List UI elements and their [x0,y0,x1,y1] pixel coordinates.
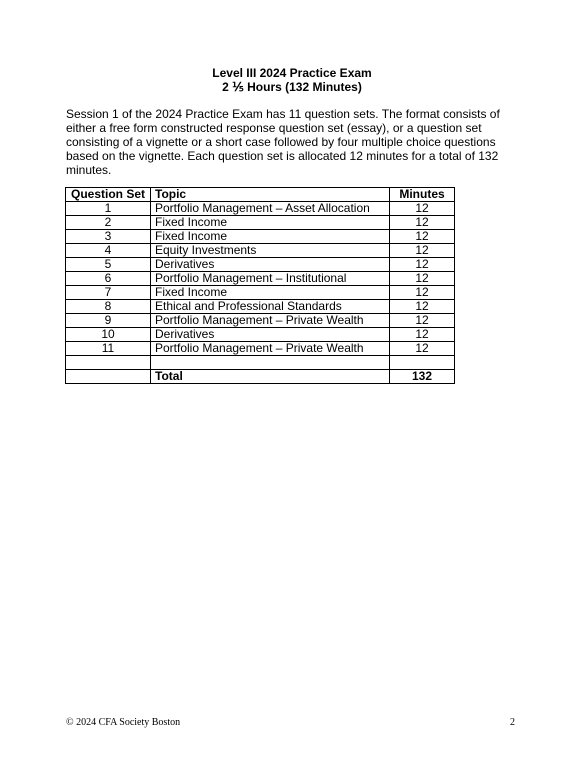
cell-topic: Ethical and Professional Standards [151,300,390,314]
blank-cell [390,356,455,370]
cell-minutes: 12 [390,342,455,356]
table-row [66,272,455,286]
table-row [66,216,455,230]
table-row [66,286,455,300]
cell-question-set: 1 [66,202,151,216]
table-row [66,342,455,356]
cell-question-set: 2 [66,216,151,230]
header-question-set: Question Set [66,188,151,202]
table-blank-row [66,356,455,370]
cell-topic: Fixed Income [151,230,390,244]
cell-minutes: 12 [390,286,455,300]
total-empty-cell [66,370,151,384]
page-subtitle: 2 ⅕ Hours (132 Minutes) [222,80,362,94]
table-row [66,328,455,342]
cell-question-set: 5 [66,258,151,272]
cell-question-set: 7 [66,286,151,300]
table-row [66,314,455,328]
table-row [66,230,455,244]
cell-question-set: 4 [66,244,151,258]
header-minutes: Minutes [390,188,455,202]
question-set-table [65,187,455,384]
table-row [66,258,455,272]
cell-topic: Portfolio Management – Institutional [151,272,390,286]
cell-question-set: 10 [66,328,151,342]
cell-minutes: 12 [390,216,455,230]
cell-topic: Portfolio Management – Private Wealth [151,314,390,328]
blank-cell [66,356,151,370]
cell-topic: Equity Investments [151,244,390,258]
cell-question-set: 11 [66,342,151,356]
cell-minutes: 12 [390,300,455,314]
total-label: Total [151,370,390,384]
table-row [66,244,455,258]
header-topic: Topic [151,188,390,202]
cell-minutes: 12 [390,230,455,244]
cell-topic: Derivatives [151,328,390,342]
table-row [66,300,455,314]
total-value: 132 [390,370,455,384]
table-body [66,202,455,356]
footer-copyright: © 2024 CFA Society Boston [66,717,181,728]
cell-minutes: 12 [390,244,455,258]
cell-question-set: 3 [66,230,151,244]
page-title: Level III 2024 Practice Exam [212,66,372,80]
cell-minutes: 12 [390,272,455,286]
cell-question-set: 8 [66,300,151,314]
cell-topic: Fixed Income [151,216,390,230]
cell-topic: Derivatives [151,258,390,272]
table-total-row [66,370,455,384]
table-header-row [66,188,455,202]
cell-topic: Portfolio Management – Private Wealth [151,342,390,356]
intro-paragraph: Session 1 of the 2024 Practice Exam has 11 question sets. The format consists of either a free form constructed response question set (essay), or a question set consisting of a vignette or a short case followed by four multiple choice questions based on the vignette. Each question set is allocated 12 minutes for a total of 132 minutes. [66,107,500,177]
table-row [66,202,455,216]
footer-page-number: 2 [510,717,515,728]
cell-topic: Fixed Income [151,286,390,300]
cell-topic: Portfolio Management – Asset Allocation [151,202,390,216]
blank-cell [151,356,390,370]
cell-minutes: 12 [390,328,455,342]
cell-question-set: 6 [66,272,151,286]
cell-minutes: 12 [390,202,455,216]
cell-minutes: 12 [390,314,455,328]
cell-question-set: 9 [66,314,151,328]
cell-minutes: 12 [390,258,455,272]
